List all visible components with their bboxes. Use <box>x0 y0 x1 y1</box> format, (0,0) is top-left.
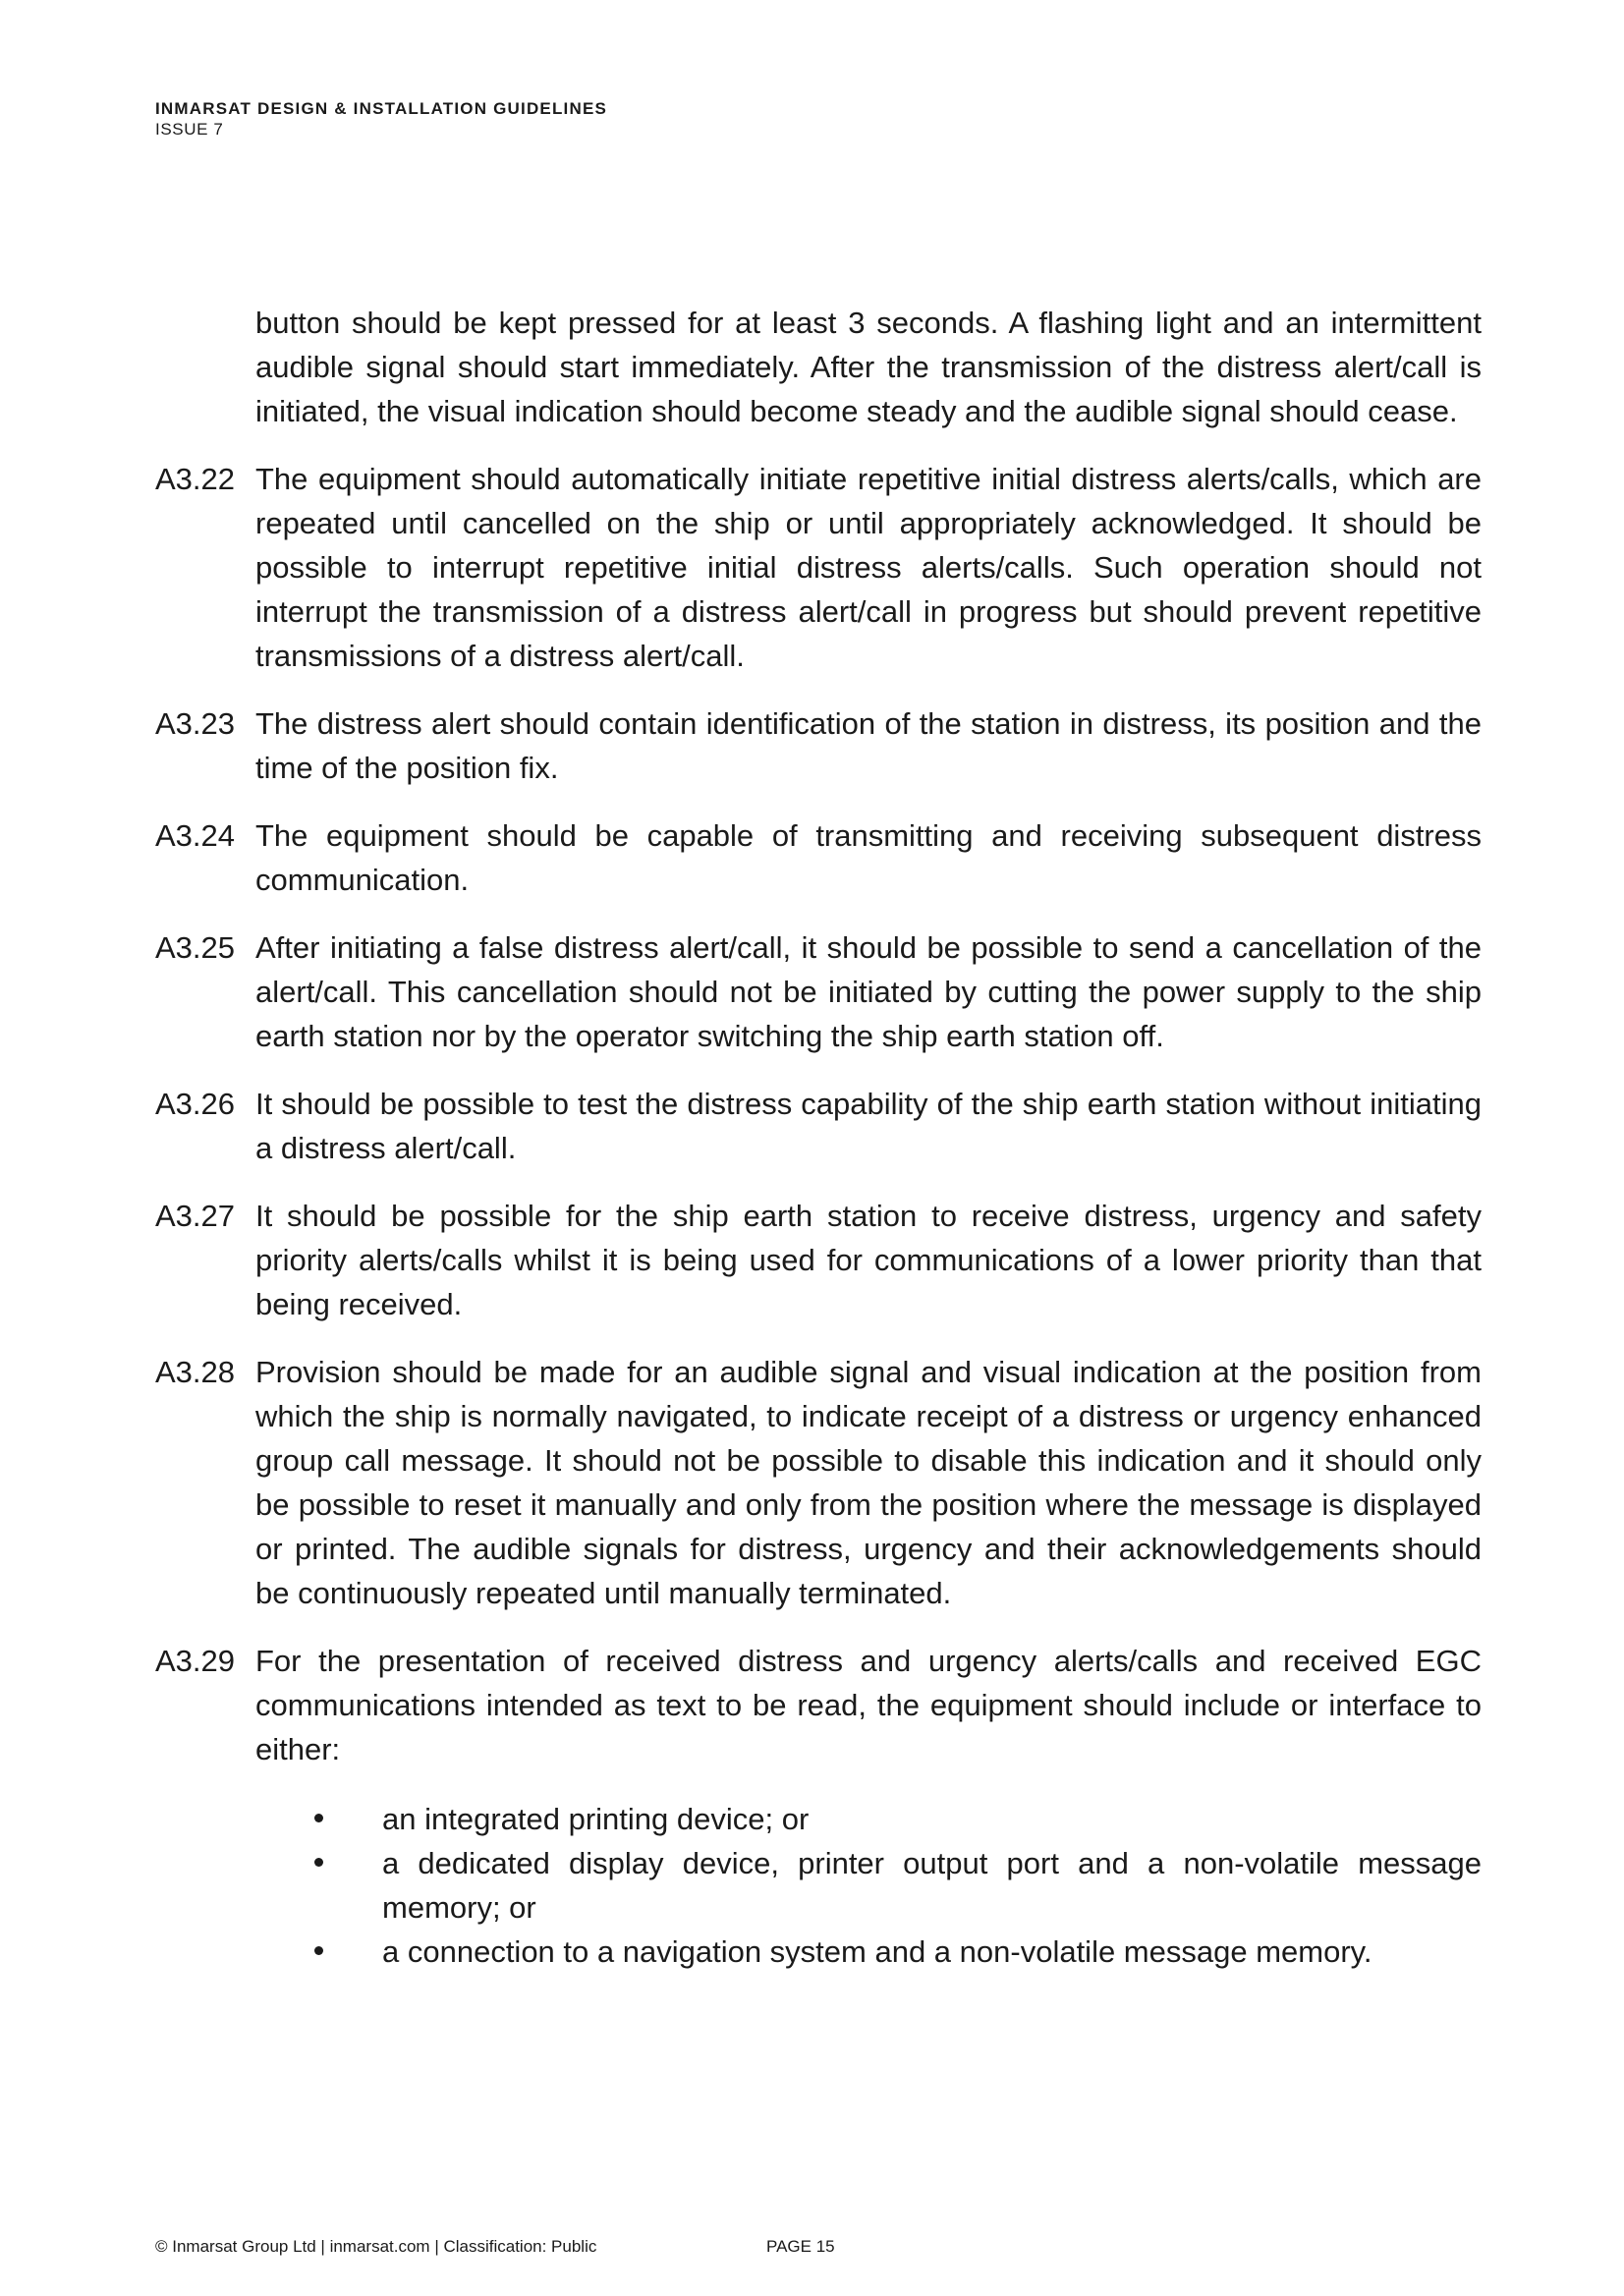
paragraph-a3-29 <box>155 1639 1482 1771</box>
paragraph-a3-24 <box>155 813 1482 902</box>
paragraph-a3-27 <box>155 1194 1482 1326</box>
list-item <box>155 1841 1482 1930</box>
bullet-icon <box>314 1797 382 1841</box>
paragraph-number: A3.26 <box>155 1087 236 1121</box>
paragraph-a3-26 <box>155 1082 1482 1170</box>
paragraph-text: It should be possible for the ship earth station to receive distress, urgency and safety priority alerts/calls whilst it is being used for communications of a lower priority than that being received. <box>255 1199 1482 1321</box>
paragraph-number: A3.25 <box>155 930 236 965</box>
footer-copyright: © Inmarsat Group Ltd | inmarsat.com | Classification: Public <box>155 2237 597 2256</box>
list-item <box>155 1797 1482 1841</box>
paragraph-text: The equipment should automatically initiate repetitive initial distress alerts/calls, which are repeated until cancelled on the ship or until appropriately acknowledged. It should be possible to interrupt repetitive initial distress alerts/calls. Such operation should not interrupt the transmission of a distress alert/call in progress but should prevent repetitive transmissions of a distress alert/call. <box>255 462 1482 673</box>
paragraph-number: A3.27 <box>155 1199 236 1233</box>
paragraph-a3-23 <box>155 701 1482 790</box>
paragraph-a3-25 <box>155 925 1482 1058</box>
document-issue: ISSUE 7 <box>155 120 224 139</box>
page-header <box>155 98 607 140</box>
document-body <box>155 301 1482 1974</box>
page-footer <box>155 2236 835 2258</box>
paragraph-number: A3.22 <box>155 462 236 496</box>
page-number: PAGE 15 <box>766 2237 835 2256</box>
paragraph-number: A3.28 <box>155 1355 236 1389</box>
paragraph-a3-28 <box>155 1350 1482 1615</box>
list-item-text: a connection to a navigation system and a non-volatile message memory. <box>382 1934 1372 1969</box>
paragraph-text: The equipment should be capable of transmitting and receiving subsequent distress communication. <box>255 818 1482 897</box>
paragraph-number: A3.24 <box>155 818 236 853</box>
paragraph-a3-22 <box>155 457 1482 678</box>
bullet-icon <box>314 1841 382 1930</box>
list-item-text: an integrated printing device; or <box>382 1802 810 1836</box>
list-item-text: a dedicated display device, printer output port and a non-volatile message memory; or <box>382 1846 1482 1925</box>
paragraph-text: After initiating a false distress alert/call, it should be possible to send a cancellation of the alert/call. This cancellation should not be initiated by cutting the power supply to the ship earth station nor by the operator switching the ship earth station off. <box>255 930 1482 1053</box>
bullet-list <box>155 1797 1482 1974</box>
paragraph-text: For the presentation of received distress and urgency alerts/calls and received EGC communications intended as text to be read, the equipment should include or interface to either: <box>255 1644 1482 1766</box>
document-title: INMARSAT DESIGN & INSTALLATION GUIDELINES <box>155 99 608 118</box>
paragraph-text: Provision should be made for an audible signal and visual indication at the position from which the ship is normally navigated, to indicate receipt of a distress or urgency enhanced group call message. It should not be possible to disable this indication and it should only be possible to reset it manually and only from the position where the message is displayed or printed. The audible signals for distress, urgency and their acknowledgements should be continuously repeated until manually terminated. <box>255 1355 1482 1610</box>
list-item <box>155 1930 1482 1974</box>
paragraph-text: The distress alert should contain identification of the station in distress, its position and the time of the position fix. <box>255 706 1482 785</box>
paragraph-number: A3.23 <box>155 706 236 741</box>
intro-paragraph: button should be kept pressed for at least 3 seconds. A flashing light and an intermittent audible signal should start immediately. After the transmission of the distress alert/call is initiated, the visual indication should become steady and the audible signal should cease. <box>255 306 1482 428</box>
bullet-icon <box>314 1930 382 1974</box>
paragraph-text: It should be possible to test the distress capability of the ship earth station without initiating a distress alert/call. <box>255 1087 1482 1165</box>
paragraph-number: A3.29 <box>155 1644 236 1678</box>
